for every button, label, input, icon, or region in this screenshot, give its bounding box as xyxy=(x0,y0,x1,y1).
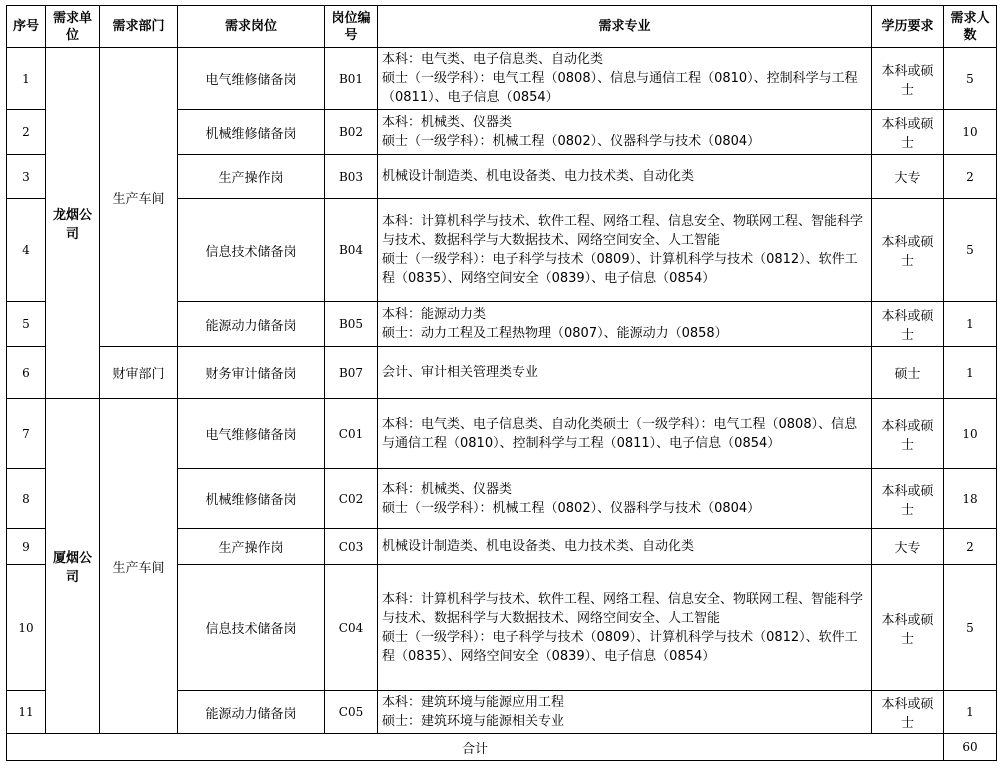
row-code: C03 xyxy=(325,529,378,565)
dept-production-1: 生产车间 xyxy=(100,48,178,347)
row-post: 机械维修储备岗 xyxy=(178,469,325,529)
row-code: C04 xyxy=(325,565,378,691)
row-count: 2 xyxy=(944,529,997,565)
unit-longyan: 龙烟公司 xyxy=(46,48,100,399)
row-major: 本科：电气类、电子信息类、自动化类 硕士（一级学科）：电气工程（0808）、信息与通信工程（0810）、控制科学与工程（0811）、电子信息（0854） xyxy=(378,48,872,110)
row-edu: 本科或硕士 xyxy=(872,399,944,469)
row-code: B07 xyxy=(325,347,378,399)
row-code: C05 xyxy=(325,691,378,734)
row-major: 机械设计制造类、机电设备类、电力技术类、自动化类 xyxy=(378,155,872,199)
header-code: 岗位编号 xyxy=(325,6,378,48)
row-code: B05 xyxy=(325,302,378,347)
row-seq: 6 xyxy=(7,347,46,399)
row-major: 会计、审计相关管理类专业 xyxy=(378,347,872,399)
row-count: 1 xyxy=(944,691,997,734)
row-major: 本科：计算机科学与技术、软件工程、网络工程、信息安全、物联网工程、智能科学与技术、数据科学与大数据技术、网络空间安全、人工智能 硕士（一级学科）：电子科学与技术（0809）、计算机科学与技术（0812）、软件工程（0835）、网络空间安全（0839）、电子信息（0854） xyxy=(378,199,872,302)
row-code: C01 xyxy=(325,399,378,469)
total-value: 60 xyxy=(944,734,997,761)
row-seq: 1 xyxy=(7,48,46,110)
header-count: 需求人数 xyxy=(944,6,997,48)
row-seq: 7 xyxy=(7,399,46,469)
row-code: B04 xyxy=(325,199,378,302)
row-seq: 9 xyxy=(7,529,46,565)
row-major: 机械设计制造类、机电设备类、电力技术类、自动化类 xyxy=(378,529,872,565)
row-seq: 8 xyxy=(7,469,46,529)
row-code: C02 xyxy=(325,469,378,529)
row-edu: 本科或硕士 xyxy=(872,691,944,734)
row-count: 2 xyxy=(944,155,997,199)
row-count: 1 xyxy=(944,302,997,347)
dept-production-2: 生产车间 xyxy=(100,399,178,734)
row-post: 机械维修储备岗 xyxy=(178,110,325,155)
row-edu: 本科或硕士 xyxy=(872,469,944,529)
row-post: 电气维修储备岗 xyxy=(178,399,325,469)
row-seq: 2 xyxy=(7,110,46,155)
row-count: 10 xyxy=(944,399,997,469)
row-post: 能源动力储备岗 xyxy=(178,302,325,347)
header-row xyxy=(7,6,997,48)
row-major: 本科：机械类、仪器类 硕士（一级学科）：机械工程（0802）、仪器科学与技术（0804） xyxy=(378,469,872,529)
unit-xiayan: 厦烟公司 xyxy=(46,399,100,734)
row-major: 本科：计算机科学与技术、软件工程、网络工程、信息安全、物联网工程、智能科学与技术、数据科学与大数据技术、网络空间安全、人工智能 硕士（一级学科）：电子科学与技术（0809）、计算机科学与技术（0812）、软件工程（0835）、网络空间安全（0839）、电子信息（0854） xyxy=(378,565,872,691)
header-post: 需求岗位 xyxy=(178,6,325,48)
table-row xyxy=(7,48,997,110)
header-edu: 学历要求 xyxy=(872,6,944,48)
recruitment-table xyxy=(6,5,997,761)
row-seq: 5 xyxy=(7,302,46,347)
row-seq: 10 xyxy=(7,565,46,691)
total-row xyxy=(7,734,997,761)
row-post: 电气维修储备岗 xyxy=(178,48,325,110)
row-edu: 本科或硕士 xyxy=(872,302,944,347)
table-row xyxy=(7,347,997,399)
row-edu: 本科或硕士 xyxy=(872,199,944,302)
row-count: 5 xyxy=(944,565,997,691)
row-edu: 本科或硕士 xyxy=(872,110,944,155)
row-code: B02 xyxy=(325,110,378,155)
header-dept: 需求部门 xyxy=(100,6,178,48)
row-code: B03 xyxy=(325,155,378,199)
row-edu: 本科或硕士 xyxy=(872,48,944,110)
row-edu: 大专 xyxy=(872,155,944,199)
row-post: 能源动力储备岗 xyxy=(178,691,325,734)
row-major: 本科：能源动力类 硕士：动力工程及工程热物理（0807）、能源动力（0858） xyxy=(378,302,872,347)
row-count: 10 xyxy=(944,110,997,155)
row-seq: 4 xyxy=(7,199,46,302)
row-seq: 11 xyxy=(7,691,46,734)
row-post: 生产操作岗 xyxy=(178,155,325,199)
row-edu: 本科或硕士 xyxy=(872,565,944,691)
row-post: 信息技术储备岗 xyxy=(178,565,325,691)
dept-finance: 财审部门 xyxy=(100,347,178,399)
row-count: 5 xyxy=(944,48,997,110)
header-major: 需求专业 xyxy=(378,6,872,48)
row-code: B01 xyxy=(325,48,378,110)
total-label: 合计 xyxy=(7,734,944,761)
row-count: 1 xyxy=(944,347,997,399)
row-count: 5 xyxy=(944,199,997,302)
row-post: 生产操作岗 xyxy=(178,529,325,565)
row-major: 本科：机械类、仪器类 硕士（一级学科）：机械工程（0802）、仪器科学与技术（0804） xyxy=(378,110,872,155)
row-major: 本科：电气类、电子信息类、自动化类硕士（一级学科）：电气工程（0808）、信息与通信工程（0810）、控制科学与工程（0811）、电子信息（0854） xyxy=(378,399,872,469)
row-count: 18 xyxy=(944,469,997,529)
row-edu: 硕士 xyxy=(872,347,944,399)
header-seq: 序号 xyxy=(7,6,46,48)
table-row xyxy=(7,399,997,469)
row-major: 本科：建筑环境与能源应用工程 硕士：建筑环境与能源相关专业 xyxy=(378,691,872,734)
row-edu: 大专 xyxy=(872,529,944,565)
row-post: 财务审计储备岗 xyxy=(178,347,325,399)
header-unit: 需求单位 xyxy=(46,6,100,48)
row-seq: 3 xyxy=(7,155,46,199)
row-post: 信息技术储备岗 xyxy=(178,199,325,302)
